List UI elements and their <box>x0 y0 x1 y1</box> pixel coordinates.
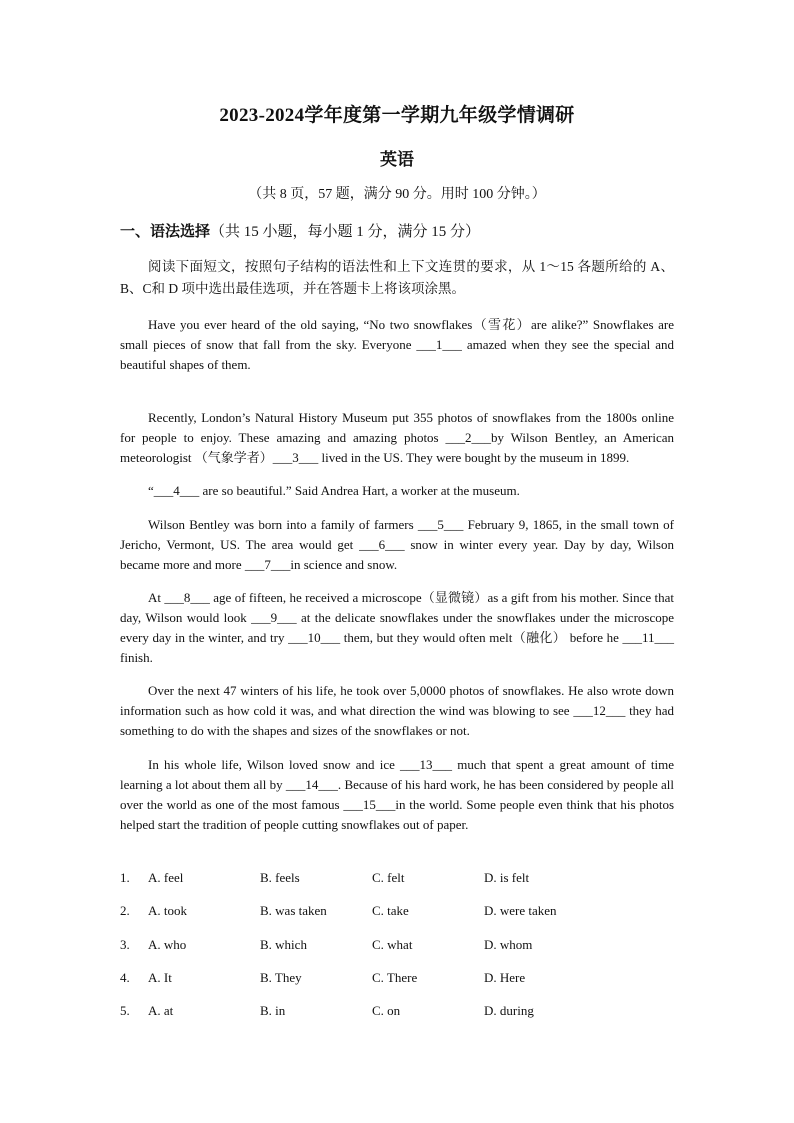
section-detail: （共 15 小题，每小题 1 分，满分 15 分） <box>210 224 481 240</box>
passage-paragraph-3: “___4___ are so beautiful.” Said Andrea Hart, a worker at the museum. <box>148 483 520 498</box>
option-a[interactable]: A. at <box>148 1003 174 1018</box>
option-d[interactable]: D. were taken <box>484 903 557 918</box>
option-c[interactable]: C. take <box>372 903 409 918</box>
section-heading <box>120 220 480 241</box>
option-a[interactable]: A. who <box>148 937 187 952</box>
option-a[interactable]: A. feel <box>148 870 184 885</box>
option-d[interactable]: D. whom <box>484 937 533 952</box>
question-number: 3. <box>120 937 130 952</box>
option-a[interactable]: A. It <box>148 970 172 985</box>
passage-paragraph-2: Recently, London’s Natural History Museum put 355 photos of snowflakes from the 1800s online for people to enjoy. These amazing and amazing photos ___2___by Wilson Bentley, an American meteorologist （气象学者）___3___ lived in the US. They were bought by the museum in 1899. <box>120 410 674 465</box>
option-b[interactable]: B. in <box>260 1003 286 1018</box>
subject-title: 英语 <box>380 150 414 169</box>
option-c[interactable]: C. what <box>372 937 413 952</box>
passage-paragraph-7: In his whole life, Wilson loved snow and ice ___13___ much that spent a great amount of time learning a lot about them all by ___14___. Because of his hard work, he has been considered by people all over the world as one of the most famous ___15___in the world. Some people even think that his photos helped start the tradition of people cutting snowflakes out of paper. <box>120 757 674 832</box>
option-a[interactable]: A. took <box>148 903 187 918</box>
question-number: 2. <box>120 903 130 918</box>
question-row <box>120 937 680 957</box>
question-row <box>120 870 680 890</box>
question-number: 5. <box>120 1003 130 1018</box>
option-d[interactable]: D. Here <box>484 970 526 985</box>
option-b[interactable]: B. feels <box>260 870 300 885</box>
question-number: 1. <box>120 870 130 885</box>
option-b[interactable]: B. was taken <box>260 903 327 918</box>
question-row <box>120 1003 680 1023</box>
option-b[interactable]: B. which <box>260 937 307 952</box>
question-number: 4. <box>120 970 130 985</box>
option-d[interactable]: D. during <box>484 1003 534 1018</box>
option-c[interactable]: C. There <box>372 970 418 985</box>
page-title: 2023-2024学年度第一学期九年级学情调研 <box>219 105 575 126</box>
section-instructions: 阅读下面短文，按照句子结构的语法性和上下文连贯的要求，从 1～15 各题所给的 A、B、C和 D 项中选出最佳选项，并在答题卡上将该项涂黑。 <box>120 259 674 296</box>
option-c[interactable]: C. on <box>372 1003 401 1018</box>
exam-info: （共 8 页，57 题，满分 90 分。用时 100 分钟。） <box>248 187 546 202</box>
passage-paragraph-1: Have you ever heard of the old saying, “No two snowflakes（雪花）are alike?” Snowflakes are small pieces of snow that fall from the sky. Everyone ___1___ amazed when they see the special and beautiful shapes of them. <box>120 317 674 372</box>
option-c[interactable]: C. felt <box>372 870 405 885</box>
question-row <box>120 903 680 923</box>
question-row <box>120 970 680 990</box>
passage-paragraph-5: At ___8___ age of fifteen, he received a microscope（显微镜）as a gift from his mother. Since that day, Wilson would look ___9___ at the delicate snowflakes under the snowflakes under the microscope every day in the winter, and try ___10___ them, but they would often melt（融化） before he ___11___ finish. <box>120 590 674 665</box>
option-d[interactable]: D. is felt <box>484 870 530 885</box>
passage-paragraph-4: Wilson Bentley was born into a family of farmers ___5___ February 9, 1865, in the small town of Jericho, Vermont, US. The area would get ___6___ snow in winter every year. Day by day, Wilson became more and more ___7___in science and snow. <box>120 517 674 572</box>
option-b[interactable]: B. They <box>260 970 302 985</box>
passage-paragraph-6: Over the next 47 winters of his life, he took over 5,0000 photos of snowflakes. He also wrote down information such as how cold it was, and what direction the wind was blowing to see ___12___ they had something to do with the shapes and sizes of the snowflakes or not. <box>120 683 674 738</box>
section-title: 一、语法选择 <box>120 224 211 240</box>
